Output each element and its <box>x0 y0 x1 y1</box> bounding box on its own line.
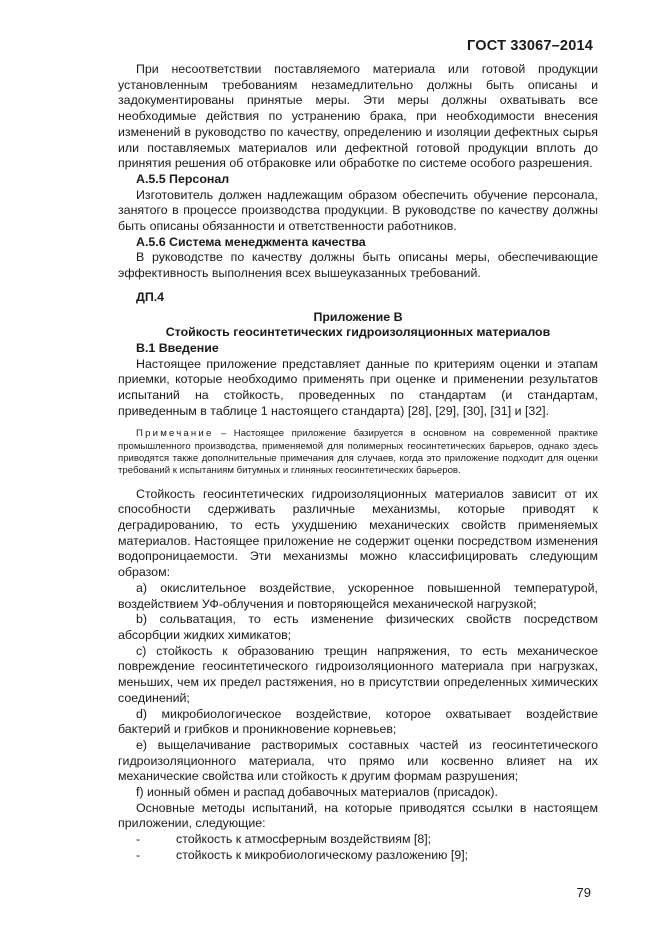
paragraph: В руководстве по качеству должны быть описаны меры, обеспечивающие эффективность выполнения всех вышеуказанных требований. <box>118 250 598 281</box>
paragraph: При несоответствии поставляемого материала или готовой продукции установленным требованиям незамедлительно должны быть описаны и задокументированы принятые меры. Эти меры должны охватывать все необходимые действия по устранению брака, при необходимости внесения изменений в руководство по качеству, определению и изоляции дефектных сырья или поставляемых материалов или дефектной готовой продукции вплоть до принятия решения об отбраковке или обработке по системе особого разрешения. <box>118 62 598 171</box>
standard-code: ГОСТ 33067–2014 <box>467 38 593 54</box>
note-text: – Настоящее приложение базируется в основном на современной практике промышленного производства, применяемой для полимерных геосинтетических барьеров, однако здесь приводятся также дополнительные примечания для случаев, когда это приложение подходит для оценки требований к испытаниям битумных и глиняных геосинтетических барьеров. <box>118 428 598 477</box>
note <box>118 428 598 477</box>
paragraph: Настоящее приложение представляет данные по критериям оценки и этапам приемки, которые необходимо применять при оценке и применении результатов испытаний на стойкость, проведенных по стандартам (и стандартам, приведенным в таблице 1 настоящего стандарта) [28], [29], [30], [31] и [32]. <box>118 356 598 418</box>
appendix-subtitle: Стойкость геосинтетических гидроизоляционных материалов <box>165 325 551 340</box>
page-content <box>118 62 598 864</box>
list-item: b) сольватация, то есть изменение физических свойств посредством абсорбции жидких химикатов; <box>118 612 598 642</box>
paragraph: Стойкость геосинтетических гидроизоляционных материалов зависит от их способности сдерживать различные механизмы, которые приводят к деградированию, то есть ухудшению механических свойств применяемых материалов. Настоящее приложение не содержит оценки посредством изменения водопроницаемости. Эти механизмы можно классифицировать следующим образом: <box>118 486 598 580</box>
dash-marker: - <box>136 847 141 862</box>
section-heading-b1: В.1 Введение <box>136 340 219 355</box>
appendix-title: Приложение В <box>313 309 403 324</box>
method-text: стойкость к микробиологическому разложению [9]; <box>176 847 469 862</box>
section-heading-a56: А.5.6 Система менеджмента качества <box>136 234 366 249</box>
dash-marker: - <box>136 832 141 847</box>
page-number: 79 <box>576 885 591 900</box>
method-item <box>118 848 598 864</box>
list-item: d) микробиологическое воздействие, которое охватывает воздействие бактерий и грибков и проникновение корневьев; <box>118 706 598 737</box>
method-text: стойкость к атмосферным воздействиям [8]; <box>176 832 432 847</box>
list-item: а) окислительное воздействие, ускоренное повышенной температурой, воздействием УФ-облучения и повторяющейся механической нагрузкой; <box>118 580 598 611</box>
section-heading-a55: А.5.5 Персонал <box>136 171 230 186</box>
note-label: Примечание <box>136 428 214 440</box>
list-item: f) ионный обмен и распад добавочных материалов (присадок). <box>136 785 498 800</box>
paragraph: Изготовитель должен надлежащим образом обеспечить обучение персонала, занятого в процессе производства продукции. В руководстве по качеству должны быть описаны обязанности и ответственности работников. <box>118 187 598 234</box>
dp-marker: ДП.4 <box>136 289 165 304</box>
list-item: c) стойкость к образованию трещин напряжения, то есть механическое повреждение геосинтетического гидроизоляционного материала при нагрузках, меньших, чем их предел растяжения, но в присутствии определенных химических соединений; <box>118 643 598 705</box>
paragraph: Основные методы испытаний, на которые приводятся ссылки в настоящем приложении, следующие: <box>118 800 598 831</box>
list-item: e) выщелачивание растворимых составных частей из геосинтетического гидроизоляционного материала, что прямо или косвенно влияет на их механические свойства или стойкость к другим формам разрушения; <box>118 737 598 784</box>
method-item <box>118 832 598 848</box>
